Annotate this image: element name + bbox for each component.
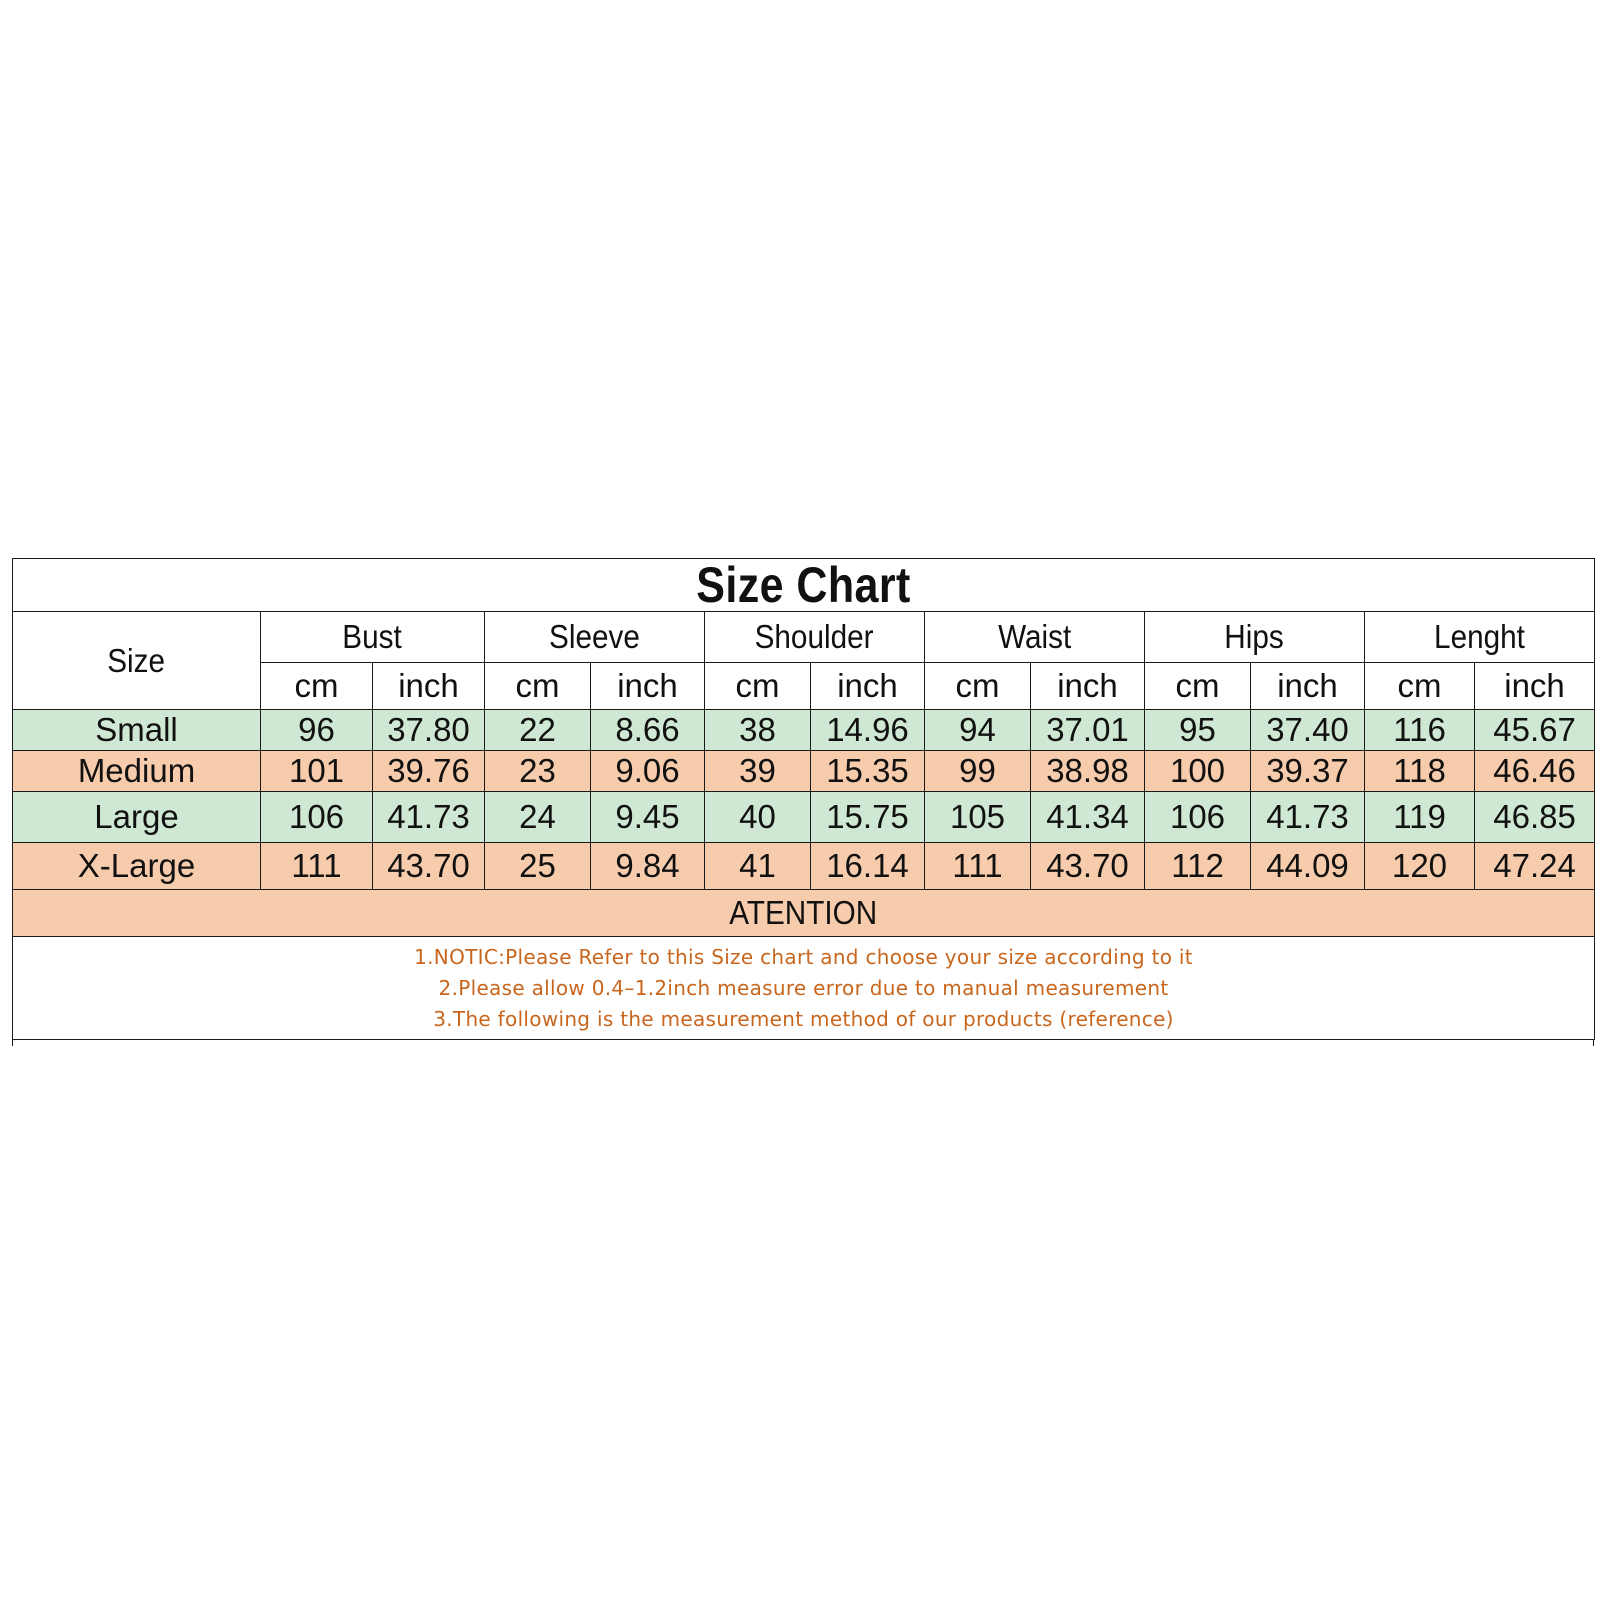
value-cell: 9.06 xyxy=(591,751,705,792)
value-cell: 41.73 xyxy=(1251,792,1365,843)
value-cell: 99 xyxy=(925,751,1031,792)
value-cell: 16.14 xyxy=(811,843,925,890)
header-bust-label: Bust xyxy=(342,618,403,655)
value-cell: 38 xyxy=(705,710,811,751)
unit-cell: inch xyxy=(1251,663,1365,710)
value-cell: 40 xyxy=(705,792,811,843)
value-cell: 9.45 xyxy=(591,792,705,843)
header-hips xyxy=(1145,612,1365,663)
table-row xyxy=(13,792,1595,843)
note-line-3: 3.The following is the measurement method of our products (reference) xyxy=(433,1006,1174,1031)
value-cell: 45.67 xyxy=(1475,710,1595,751)
size-name-cell: Large xyxy=(13,792,261,843)
unit-cell: cm xyxy=(925,663,1031,710)
header-sleeve-label: Sleeve xyxy=(549,618,640,655)
size-name-cell: Small xyxy=(13,710,261,751)
value-cell: 39 xyxy=(705,751,811,792)
measurement-header-row xyxy=(13,612,1595,663)
header-length xyxy=(1365,612,1595,663)
note-line-1: 1.NOTIC:Please Refer to this Size chart and choose your size according to it xyxy=(414,944,1193,969)
header-shoulder-label: Shoulder xyxy=(755,618,874,655)
header-waist xyxy=(925,612,1145,663)
size-name-cell: X-Large xyxy=(13,843,261,890)
value-cell: 9.84 xyxy=(591,843,705,890)
table-row xyxy=(13,710,1595,751)
value-cell: 116 xyxy=(1365,710,1475,751)
unit-cell: cm xyxy=(705,663,811,710)
note-line-2: 2.Please allow 0.4–1.2inch measure error due to manual measurement xyxy=(438,975,1169,1000)
value-cell: 106 xyxy=(1145,792,1251,843)
value-cell: 95 xyxy=(1145,710,1251,751)
header-waist-label: Waist xyxy=(997,618,1072,655)
value-cell: 8.66 xyxy=(591,710,705,751)
unit-cell: inch xyxy=(373,663,485,710)
value-cell: 22 xyxy=(485,710,591,751)
value-cell: 119 xyxy=(1365,792,1475,843)
value-cell: 37.40 xyxy=(1251,710,1365,751)
value-cell: 111 xyxy=(261,843,373,890)
header-length-label: Lenght xyxy=(1434,618,1525,655)
value-cell: 106 xyxy=(261,792,373,843)
size-header-label: Size xyxy=(107,641,166,679)
value-cell: 14.96 xyxy=(811,710,925,751)
value-cell: 23 xyxy=(485,751,591,792)
value-cell: 39.37 xyxy=(1251,751,1365,792)
value-cell: 105 xyxy=(925,792,1031,843)
value-cell: 111 xyxy=(925,843,1031,890)
attention-heading-text: ATENTION xyxy=(729,894,878,931)
title-row xyxy=(13,559,1595,612)
value-cell: 118 xyxy=(1365,751,1475,792)
unit-cell: inch xyxy=(1475,663,1595,710)
header-sleeve xyxy=(485,612,705,663)
header-bust xyxy=(261,612,485,663)
unit-cell: cm xyxy=(1365,663,1475,710)
value-cell: 96 xyxy=(261,710,373,751)
value-cell: 41 xyxy=(705,843,811,890)
notes-row xyxy=(13,937,1595,1040)
title-cell xyxy=(13,559,1595,612)
attention-heading xyxy=(13,890,1595,937)
size-chart-table xyxy=(12,558,1595,1040)
value-cell: 15.35 xyxy=(811,751,925,792)
value-cell: 120 xyxy=(1365,843,1475,890)
size-name-cell: Medium xyxy=(13,751,261,792)
value-cell: 25 xyxy=(485,843,591,890)
value-cell: 43.70 xyxy=(373,843,485,890)
unit-cell: cm xyxy=(485,663,591,710)
value-cell: 37.01 xyxy=(1031,710,1145,751)
value-cell: 41.34 xyxy=(1031,792,1145,843)
value-cell: 43.70 xyxy=(1031,843,1145,890)
table-row xyxy=(13,843,1595,890)
unit-cell: cm xyxy=(1145,663,1251,710)
value-cell: 15.75 xyxy=(811,792,925,843)
chart-title: Size Chart xyxy=(696,558,911,612)
unit-cell: inch xyxy=(811,663,925,710)
table-row xyxy=(13,751,1595,792)
unit-cell: inch xyxy=(1031,663,1145,710)
value-cell: 24 xyxy=(485,792,591,843)
size-chart-sheet xyxy=(12,558,1594,1046)
value-cell: 100 xyxy=(1145,751,1251,792)
value-cell: 37.80 xyxy=(373,710,485,751)
header-hips-label: Hips xyxy=(1224,618,1285,655)
header-shoulder xyxy=(705,612,925,663)
value-cell: 47.24 xyxy=(1475,843,1595,890)
value-cell: 46.46 xyxy=(1475,751,1595,792)
value-cell: 41.73 xyxy=(373,792,485,843)
notes-cell xyxy=(13,937,1595,1040)
value-cell: 44.09 xyxy=(1251,843,1365,890)
value-cell: 94 xyxy=(925,710,1031,751)
attention-row xyxy=(13,890,1595,937)
unit-cell: cm xyxy=(261,663,373,710)
table-bottom-edge xyxy=(12,1040,1594,1046)
value-cell: 101 xyxy=(261,751,373,792)
value-cell: 46.85 xyxy=(1475,792,1595,843)
value-cell: 39.76 xyxy=(373,751,485,792)
value-cell: 38.98 xyxy=(1031,751,1145,792)
value-cell: 112 xyxy=(1145,843,1251,890)
size-column-header xyxy=(13,612,261,710)
unit-cell: inch xyxy=(591,663,705,710)
